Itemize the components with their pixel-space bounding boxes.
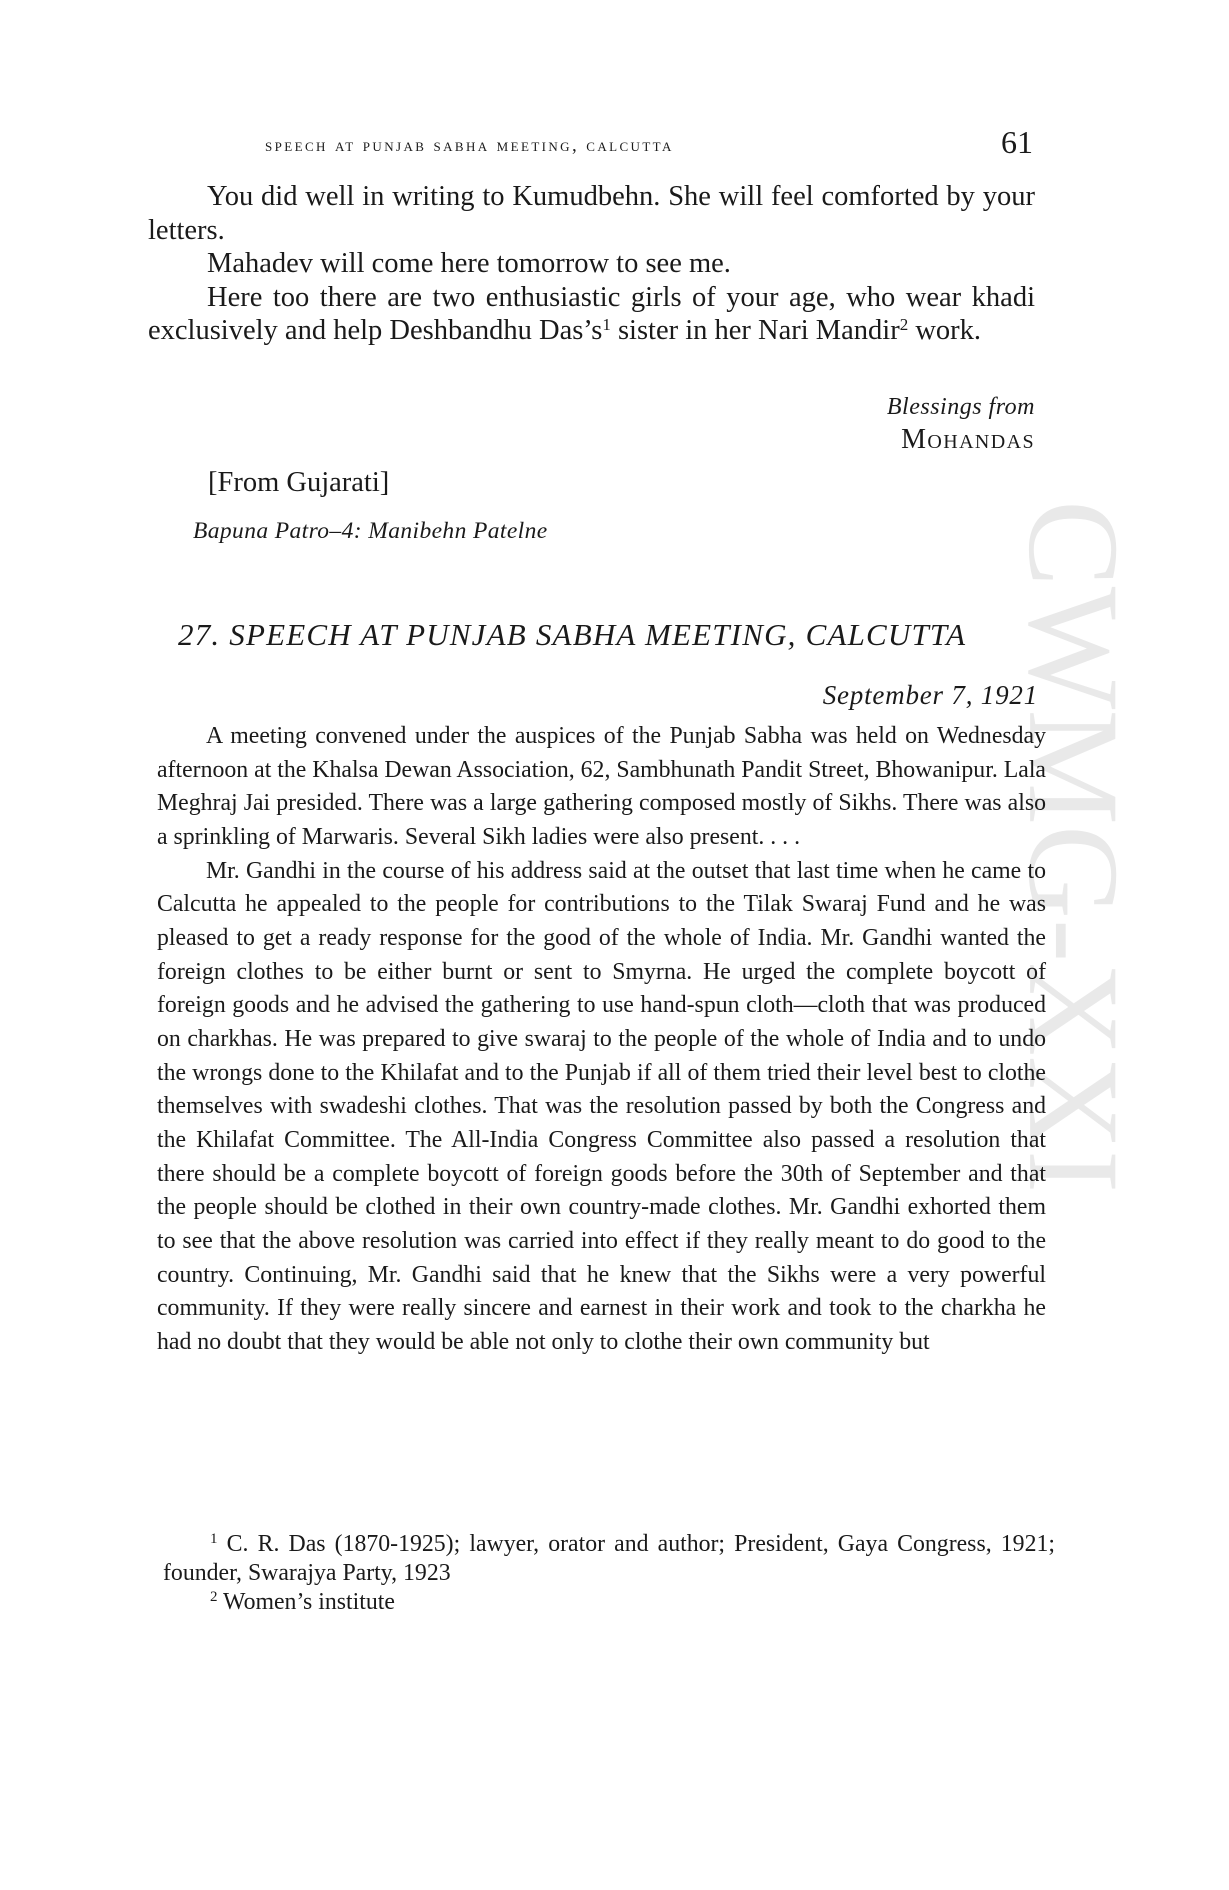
footnote	[163, 1588, 1055, 1617]
footnote-text: C. R. Das (1870-1925); lawyer, orator and author; President, Gaya Congress, 1921; founder, Swarajya Party, 1923	[163, 1531, 1055, 1586]
article-title: 27. SPEECH AT PUNJAB SABHA MEETING, CALCUTTA	[178, 617, 967, 652]
article-body	[157, 720, 1046, 1359]
source-language: [From Gujarati]	[208, 467, 390, 498]
article-date: September 7, 1921	[822, 680, 1038, 710]
letter-paragraph-text: sister in her Nari Mandir	[610, 315, 900, 347]
watermark-text: CWMG-XXI	[1001, 500, 1146, 1194]
signoff-blessings: Blessings from	[886, 394, 1035, 420]
footnote-ref-1: 1	[602, 315, 611, 335]
running-head	[265, 135, 1035, 157]
footnote	[163, 1530, 1055, 1588]
page-number: 61	[1001, 124, 1033, 160]
footnote-ref-2: 2	[899, 315, 909, 335]
footnote-marker: 1	[210, 1531, 218, 1547]
footnote-text: Women’s institute	[217, 1589, 395, 1615]
letter-paragraph	[148, 281, 1035, 348]
letter-body	[148, 180, 1035, 348]
signoff-name: Mohandas	[901, 424, 1035, 455]
article-paragraph: A meeting convened under the auspices of the Punjab Sabha was held on Wednesday afternoon at the Khalsa Dewan Association, 62, Sambhunath Pandit Street, Bhowanipur. Lala Meghraj Jai presided. There was a large gathering composed mostly of Sikhs. There was also a sprinkling of Marwaris. Several Sikh ladies were also present. . . .	[157, 723, 1046, 850]
source-title: Bapuna Patro–4: Manibehn Patelne	[193, 518, 548, 544]
letter-paragraph-text: Here too there are two enthusiastic girls of your age, who wear khadi exclusively and help Deshbandhu Das’s	[148, 281, 1035, 347]
letter-paragraph: You did well in writing to Kumudbehn. She will feel comforted by your letters.	[148, 181, 1035, 246]
running-head-title: speech at punjab sabha meeting, calcutta	[265, 135, 674, 156]
article-paragraph: Mr. Gandhi in the course of his address said at the outset that last time when he came to Calcutta he appealed to the people for contributions to the Tilak Swaraj Fund and he was pleased to get a ready response for the good of the whole of India. Mr. Gandhi wanted the foreign clothes to be either burnt or sent to Smyrna. He urged the complete boycott of foreign goods and he advised the gathering to use hand-spun cloth—cloth that was produced on charkhas. He was prepared to give swaraj to the people of the whole of India and to undo the wrongs done to the Khilafat and to the Punjab if all of them tried their level best to clothe themselves with swadeshi clothes. That was the resolution passed by both the Congress and the Khilafat Committee. The All-India Congress Committee also passed a resolution that there should be a complete boycott of foreign goods before the 30th of September and that the people should be clothed in their own country-made clothes. Mr. Gandhi exhorted them to see that the above resolution was carried into effect if they really meant to do good to the country. Continuing, Mr. Gandhi said that he knew that the Sikhs were a very powerful community. If they were really sincere and earnest in their work and took to the charkha he had no doubt that they would be able not only to clothe their own community but	[157, 857, 1046, 1355]
letter-paragraph: Mahadev will come here tomorrow to see me.	[207, 248, 731, 280]
footnote-marker: 2	[210, 1589, 218, 1605]
letter-paragraph-text: work.	[908, 315, 982, 347]
footnotes	[163, 1530, 1055, 1617]
